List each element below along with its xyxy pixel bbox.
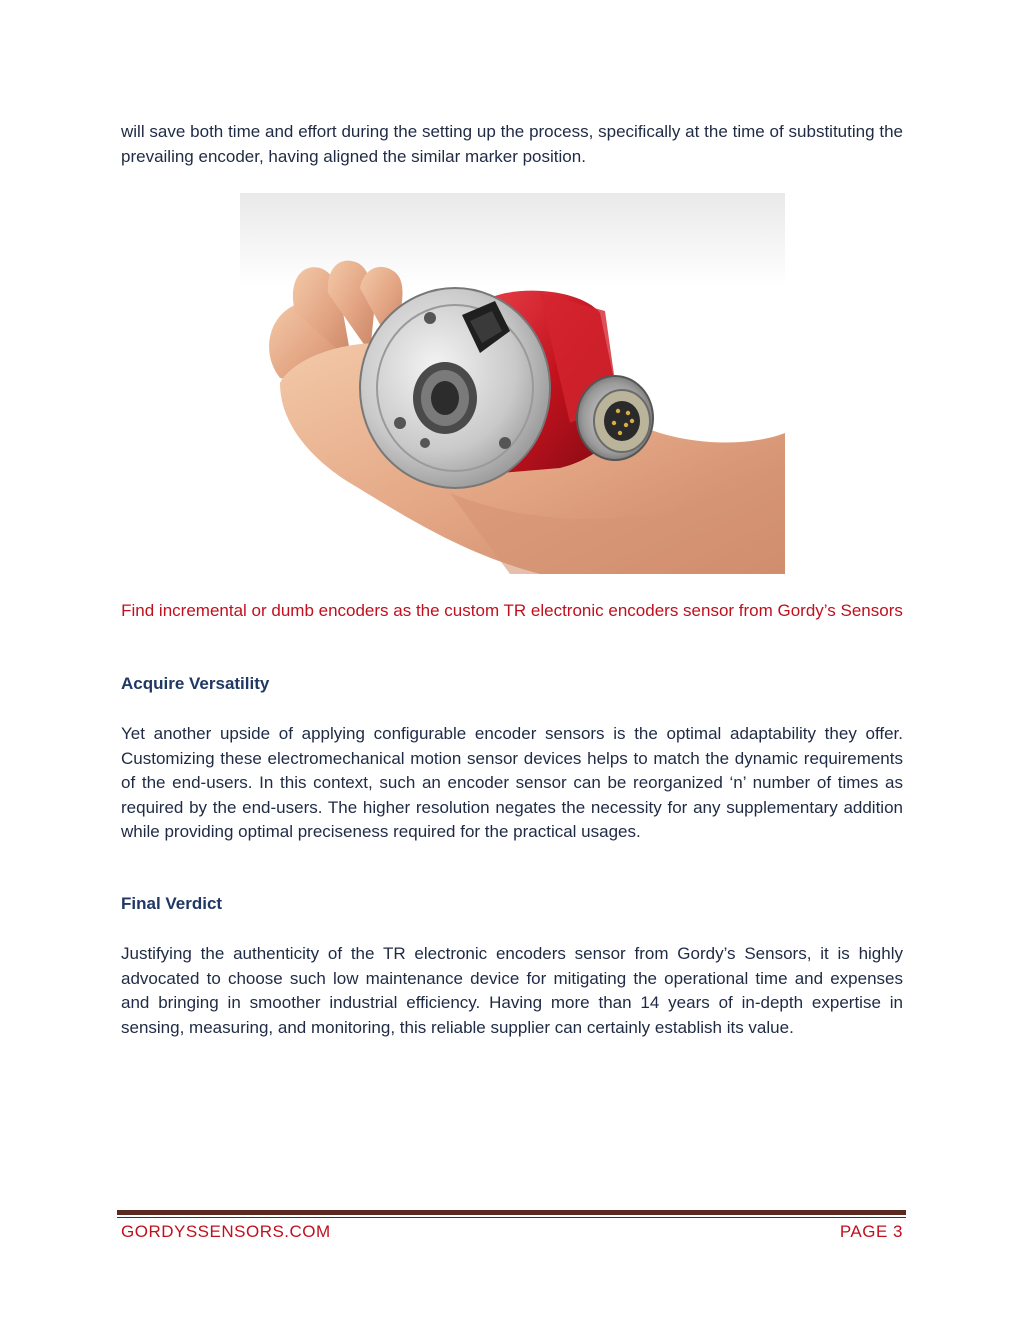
section-body-acquire-versatility: Yet another upside of applying configurable encoder sensors is the optimal adaptability they offer. Customizing these electromechanical motion sensor devices helps to match the dynamic requirements of the end-users. In this context, such an encoder sensor can be reorganized ‘n’ number of times as required by the end-users. The higher resolution negates the necessity for any supplementary addition while providing optimal preciseness required for the practical usages. (121, 724, 903, 841)
section-heading-final-verdict: Final Verdict (121, 894, 223, 913)
footer-site-name: GORDYSSENSORS.COM (121, 1222, 331, 1241)
footer-rule (117, 1210, 906, 1215)
intro-paragraph: will save both time and effort during the setting up the process, specifically at the time of substituting the prevailing encoder, having aligned the similar marker position. (121, 122, 903, 166)
figure-caption: Find incremental or dumb encoders as the custom TR electronic encoders sensor from Gordy’s Sensors (121, 601, 903, 620)
section-body-final-verdict: Justifying the authenticity of the TR electronic encoders sensor from Gordy’s Sensors, it is highly advocated to choose such low maintenance device for mitigating the operational time and expenses and bringing in smoother industrial efficiency. Having more than 14 years of in-depth expertise in sensing, measuring, and monitoring, this reliable supplier can certainly establish its value. (121, 944, 903, 1037)
encoder-in-hand-photo (240, 193, 785, 574)
footer-rule-thin (117, 1217, 906, 1218)
footer-page-number: PAGE 3 (839, 1222, 903, 1241)
section-heading-acquire-versatility: Acquire Versatility (121, 674, 270, 693)
